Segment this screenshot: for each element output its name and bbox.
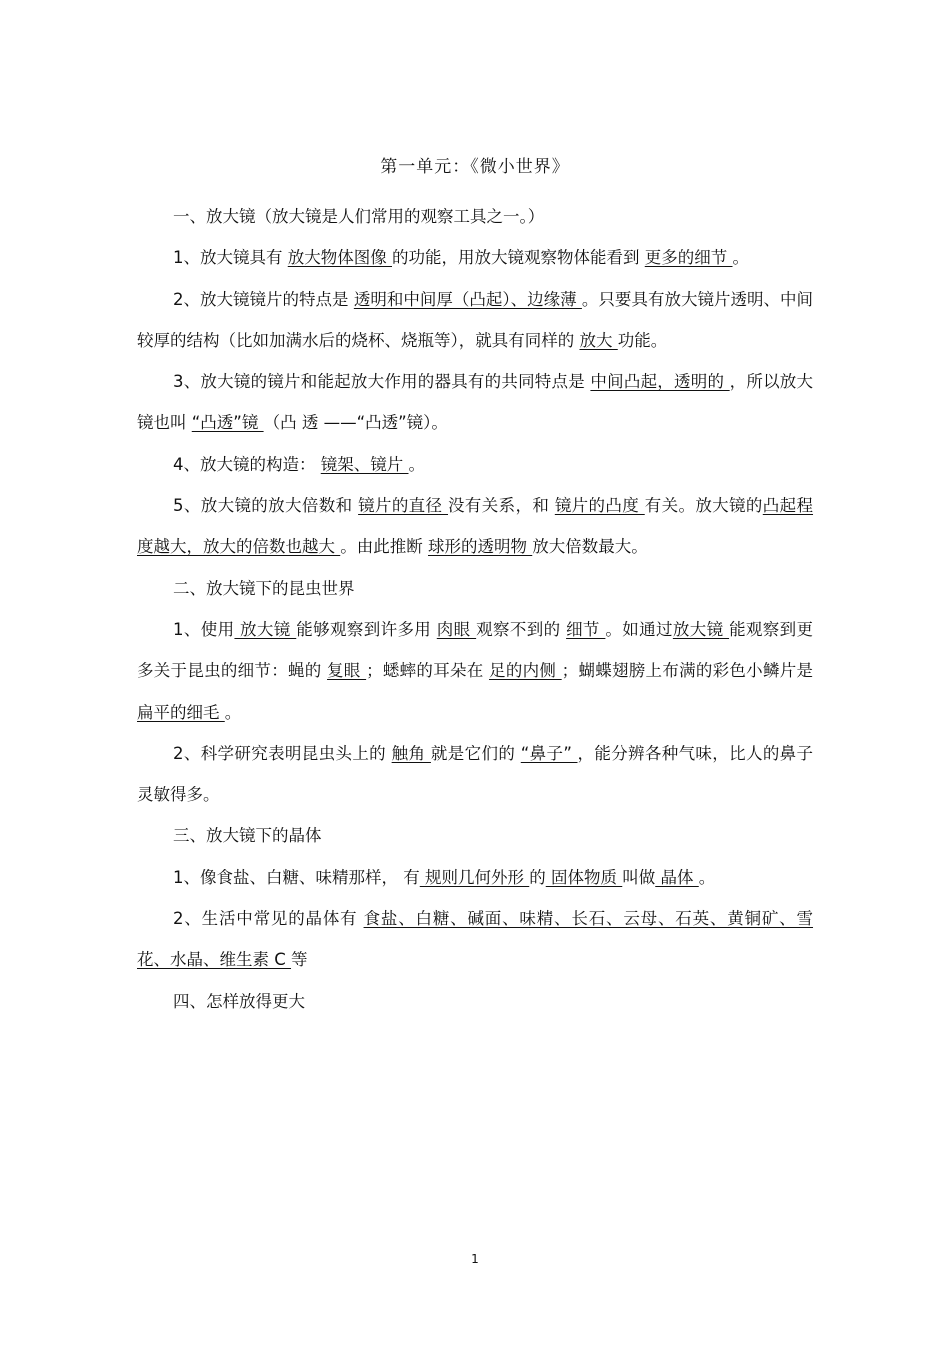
text-segment: 就是它们的 — [430, 743, 521, 763]
answer-blank: 镜片的直径 — [358, 496, 449, 516]
text-segment: 二、放大镜下的昆虫世界 — [173, 578, 355, 598]
text-segment: 。只要具有放大镜片透明、中间较厚的结构（比如加满水后的烧杯、烧瓶等），就具有同样的 — [137, 289, 814, 350]
text-segment: 放大倍数最大。 — [532, 537, 648, 557]
text-segment: 2、生活中常见的晶体有 — [173, 909, 364, 929]
answer-blank: 复眼 — [327, 661, 367, 681]
page-number: 1 — [471, 1252, 479, 1266]
answer-blank: 更多的细节 — [644, 248, 733, 268]
paragraph — [137, 568, 813, 609]
text-segment: 1、使用 — [173, 619, 235, 639]
text-segment: ；蝴蝶翅膀上布满的彩色小鳞片是 — [561, 661, 814, 681]
text-segment: 的 — [529, 867, 546, 887]
text-segment: 能够观察到许多用 — [296, 619, 437, 639]
text-segment: 。 — [408, 454, 425, 474]
answer-blank: 食盐、白糖、碱面、味精、长石、云母、石英、黄铜矿、雪花、水晶、维生素 C — [137, 909, 814, 970]
answer-blank: 放大物体图像 — [287, 248, 392, 268]
answer-blank: 肉眼 — [436, 619, 477, 639]
text-segment: 1、像食盐、白糖、味精那样， 有 — [173, 867, 420, 887]
document-body — [137, 196, 813, 1022]
text-segment: 的功能，用放大镜观察物体能看到 — [392, 248, 645, 268]
text-segment: 有关。放大镜的 — [644, 496, 763, 516]
answer-blank: 扁平的细毛 — [137, 702, 225, 722]
text-segment: 2、科学研究表明昆虫头上的 — [173, 743, 392, 763]
answer-blank: 触角 — [391, 743, 431, 763]
answer-blank: 中间凸起，透明的 — [590, 372, 730, 392]
text-segment: ，所以放大镜也叫 — [137, 372, 814, 433]
paragraph — [137, 857, 813, 898]
answer-blank: 规则几何外形 — [419, 867, 530, 887]
text-segment: 2、放大镜镜片的特点是 — [173, 289, 354, 309]
answer-blank: 足的内侧 — [489, 661, 562, 681]
text-segment: 能观察到更多关于昆虫的细节：蝇的 — [137, 619, 814, 681]
paragraph — [137, 485, 813, 568]
text-segment: 。 — [732, 248, 749, 268]
answer-blank: 放大 — [579, 330, 618, 350]
text-segment: 一、放大镜（放大镜是人们常用的观察工具之一。） — [173, 207, 545, 226]
answer-blank: 放大镜 — [234, 619, 297, 639]
answer-blank: “凸透”镜 — [191, 413, 264, 433]
answer-blank: 凸起程度越大，放大的倍数也越大 — [137, 496, 814, 557]
paragraph — [137, 609, 813, 733]
answer-blank: 放大镜 — [672, 619, 730, 639]
answer-blank: 透明和中间厚（凸起）、边缘薄 — [353, 289, 582, 309]
text-segment: 3、放大镜的镜片和能起放大作用的器具有的共同特点是 — [173, 372, 591, 392]
answer-blank: 细节 — [566, 619, 606, 639]
text-segment: （凸 透 ——“凸透”镜）。 — [263, 413, 448, 433]
text-segment: 1、放大镜具有 — [173, 248, 288, 268]
paragraph — [137, 196, 813, 237]
paragraph — [137, 815, 813, 856]
text-segment: 等 — [291, 950, 308, 970]
answer-blank: 固体物质 — [545, 867, 623, 887]
text-segment: 。由此推断 — [340, 537, 428, 557]
paragraph — [137, 361, 813, 444]
answer-blank: 球形的透明物 — [428, 537, 533, 557]
text-segment: ；蟋蟀的耳朵在 — [366, 661, 490, 681]
text-segment: 功能。 — [617, 330, 668, 350]
text-segment: 四、怎样放得更大 — [173, 991, 305, 1011]
answer-blank: 晶体 — [655, 867, 699, 887]
paragraph — [137, 733, 813, 816]
text-segment: 5、放大镜的放大倍数和 — [173, 496, 359, 516]
unit-title: 第一单元：《微小世界》 — [380, 157, 570, 177]
paragraph — [137, 444, 813, 485]
answer-blank: “鼻子” — [520, 743, 578, 763]
text-segment: 。如通过 — [605, 619, 673, 639]
text-segment: 4、放大镜的构造： — [173, 454, 321, 474]
text-segment: ，能分辨各种气味，比人的鼻子灵敏得多。 — [137, 743, 814, 805]
text-segment: 观察不到的 — [476, 619, 567, 639]
paragraph — [137, 237, 813, 278]
answer-blank: 镜片的凸度 — [554, 496, 645, 516]
paragraph — [137, 279, 813, 362]
paragraph — [137, 898, 813, 981]
text-segment: 叫做 — [622, 867, 656, 887]
text-segment: 没有关系，和 — [448, 496, 555, 516]
text-segment: 。 — [698, 867, 716, 887]
text-segment: 三、放大镜下的晶体 — [173, 826, 322, 846]
text-segment: 。 — [224, 702, 242, 722]
paragraph — [137, 981, 813, 1022]
answer-blank: 镜架、镜片 — [320, 454, 409, 474]
